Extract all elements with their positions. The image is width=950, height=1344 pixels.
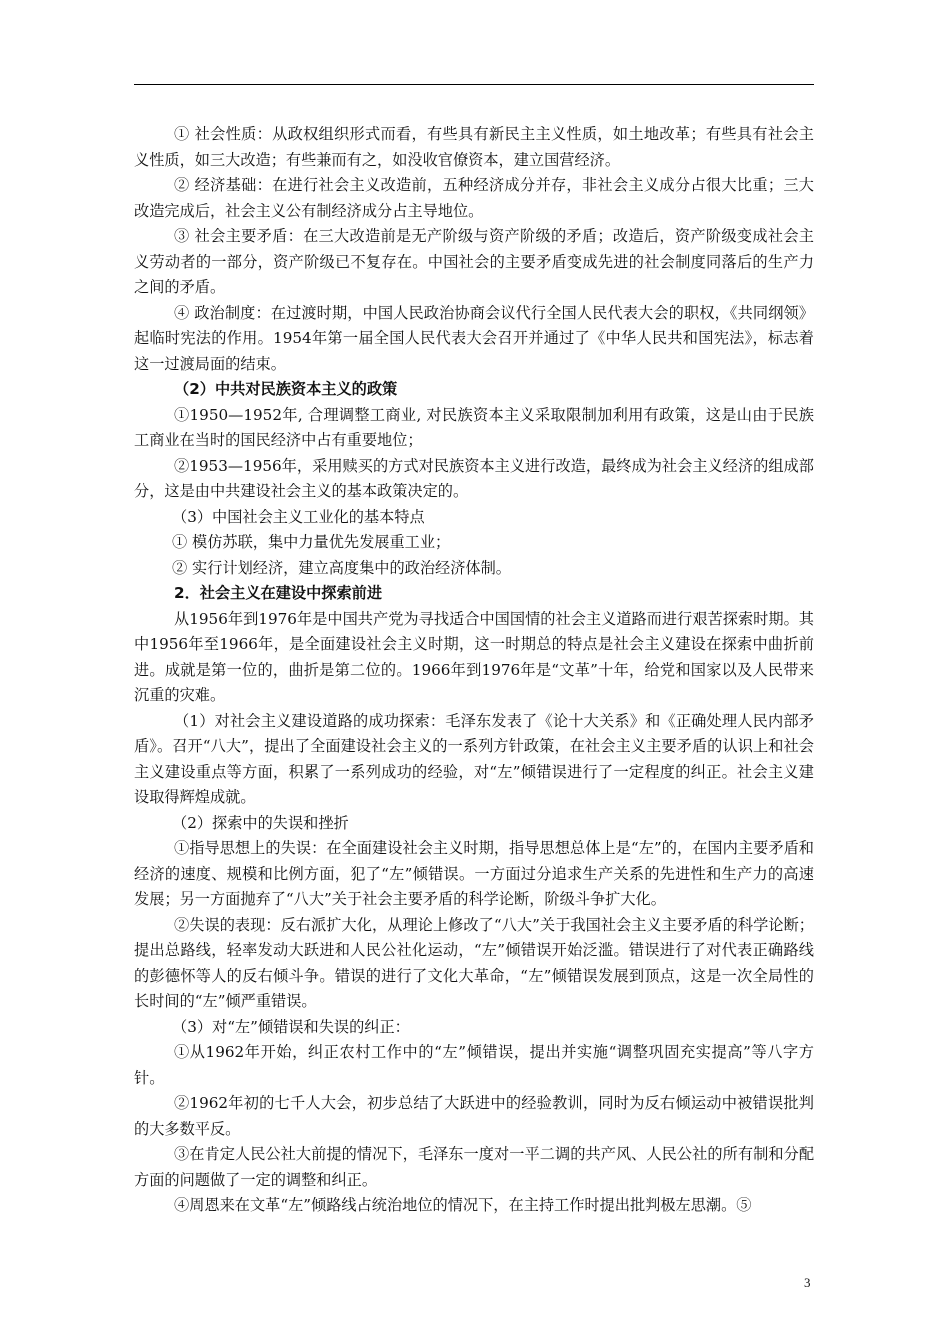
section-heading: （2）中共对民族资本主义的政策 — [174, 380, 398, 398]
paragraph: ②1962年初的七千人大会，初步总结了大跃进中的经验教训，同时为反右倾运动中被错误批判的大多数平反。 — [134, 1094, 814, 1138]
paragraph: ① 模仿苏联，集中力量优先发展重工业； — [172, 533, 451, 551]
paragraph: ③在肯定人民公社大前提的情况下，毛泽东一度对一平二调的共产风、人民公社的所有制和分配方面的问题做了一定的调整和纠正。 — [134, 1145, 814, 1189]
paragraph: （3）中国社会主义工业化的基本特点 — [172, 507, 425, 526]
paragraph: （2）探索中的失误和挫折 — [172, 813, 349, 832]
header-rule — [134, 84, 814, 85]
paragraph: ②1953—1956年，采用赎买的方式对民族资本主义进行改造，最终成为社会主义经济的组成部分，这是由中共建设社会主义的基本政策决定的。 — [134, 456, 814, 500]
page-number: 3 — [804, 1275, 811, 1290]
paragraph: ①从1962年开始，纠正农村工作中的“左”倾错误，提出并实施“调整巩固充实提高”等八字方针。 — [134, 1043, 814, 1087]
paragraph: ④ 政治制度：在过渡时期，中国人民政治协商会议代行全国人民代表大会的职权，《共同纲领》起临时宪法的作用。1954年第一届全国人民代表大会召开并通过了《中华人民共和国宪法》，标志着这一过渡局面的结束。 — [134, 303, 814, 373]
paragraph: ② 实行计划经济，建立高度集中的政治经济体制。 — [172, 558, 511, 577]
paragraph: （3）对“左”倾错误和失误的纠正： — [172, 1017, 410, 1036]
paragraph: ①1950—1952年, 合理调整工商业, 对民族资本主义采取限制加利用有政策，这是山由于民族工商业在当时的国民经济中占有重要地位； — [134, 405, 814, 449]
section-heading: 2．社会主义在建设中探索前进 — [174, 584, 383, 602]
paragraph: ③ 社会主要矛盾：在三大改造前是无产阶级与资产阶级的矛盾；改造后，资产阶级变成社会主义劳动者的一部分，资产阶级已不复存在。中国社会的主要矛盾变成先进的社会制度同落后的生产力之间的矛盾。 — [134, 227, 814, 296]
paragraph: ② 经济基础：在进行社会主义改造前，五种经济成分并存，非社会主义成分占很大比重；三大改造完成后，社会主义公有制经济成分占主导地位。 — [134, 176, 814, 220]
paragraph: ④周恩来在文革“左”倾路线占统治地位的情况下，在主持工作时提出批判极左思潮。⑤ — [174, 1196, 752, 1214]
document-body — [134, 122, 814, 1219]
paragraph: ②失误的表现：反右派扩大化，从理论上修改了“八大”关于我国社会主义主要矛盾的科学论断；提出总路线，轻率发动大跃进和人民公社化运动，“左”倾错误开始泛滥。错误进行了对代表正确路线的彭德怀等人的反右倾斗争。错误的进行了文化大革命，“左”倾错误发展到顶点，这是一次全局性的长时间的“左”倾严重错误。 — [134, 915, 814, 1010]
paragraph: ①指导思想上的失误：在全面建设社会主义时期，指导思想总体上是“左”的，在国内主要矛盾和经济的速度、规模和比例方面，犯了“左”倾错误。一方面过分追求生产关系的先进性和生产力的高速发展；另一方面抛弃了“八大”关于社会主要矛盾的科学论断，阶级斗争扩大化。 — [134, 839, 814, 908]
paragraph: 从1956年到1976年是中国共产党为寻找适合中国国情的社会主义道路而进行艰苦探索时期。其中1956年至1966年，是全面建设社会主义时期，这一时期总的特点是社会主义建设在探索中曲折前进。成就是第一位的，曲折是第二位的。1966年到1976年是“文革”十年，给党和国家以及人民带来沉重的灾难。 — [134, 609, 814, 704]
paragraph: （1）对社会主义建设道路的成功探索：毛泽东发表了《论十大关系》和《正确处理人民内部矛盾》。召开“八大”，提出了全面建设社会主义的一系列方针政策，在社会主义主要矛盾的认识上和社会主义建设重点等方面，积累了一系列成功的经验，对“左”倾错误进行了一定程度的纠正。社会主义建设取得辉煌成就。 — [134, 711, 814, 806]
paragraph: ① 社会性质：从政权组织形式而看，有些具有新民主主义性质，如土地改革；有些具有社会主义性质，如三大改造；有些兼而有之，如没收官僚资本，建立国营经济。 — [134, 125, 814, 169]
